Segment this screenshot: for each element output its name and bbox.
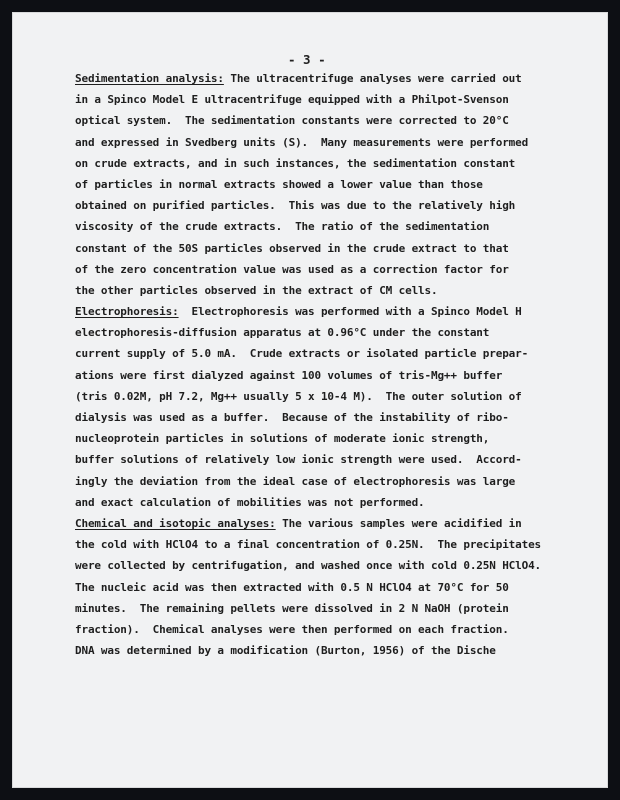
section-heading-sedimentation: Sedimentation analysis: [75,72,224,85]
text-line: minutes. The remaining pellets were dissolved in 2 N NaOH (protein [75,601,509,615]
text-line: electrophoresis-diffusion apparatus at 0.96°C under the constant [75,326,490,340]
text-line: were collected by centrifugation, and washed once with cold 0.25N HClO4. [75,559,542,573]
text-line: ations were first dialyzed against 100 volumes of tris-Mg++ buffer [75,368,503,382]
text-line: Sedimentation analysis: The ultracentrifuge analyses were carried out [75,72,522,85]
text-line: dialysis was used as a buffer. Because of the instability of ribo- [75,411,509,424]
page-number: - 3 - [288,52,326,67]
text-line: in a Spinco Model E ultracentrifuge equipped with a Philpot-Svenson [75,93,509,107]
text-line: nucleoprotein particles in solutions of moderate ionic strength, [75,432,490,446]
section-heading-electrophoresis: Electrophoresis: [75,305,179,319]
text-line: viscosity of the crude extracts. The ratio of the sedimentation [75,220,490,234]
text-line: (tris 0.02M, pH 7.2, Mg++ usually 5 x 10-4 M). The outer solution of [75,389,522,403]
text-line: The nucleic acid was then extracted with 0.5 N HClO4 at 70°C for 50 [75,580,509,594]
document-body [75,68,575,661]
text-line: the cold with HClO4 to a final concentration of 0.25N. The precipitates [75,538,542,552]
text-line: on crude extracts, and in such instances, the sedimentation constant [75,156,516,170]
text-line: and expressed in Svedberg units (S). Many measurements were performed [75,135,529,149]
text-line: and exact calculation of mobilities was not performed. [75,495,425,509]
text-line: of the zero concentration value was used as a correction factor for [75,262,509,276]
text-line: constant of the 50S particles observed in the crude extract to that [75,241,509,255]
text-line: current supply of 5.0 mA. Crude extracts or isolated particle prepar- [75,347,529,361]
text-line: the other particles observed in the extract of CM cells. [75,283,438,297]
text-line: obtained on purified particles. This was due to the relatively high [75,199,516,213]
text-line: buffer solutions of relatively low ionic strength were used. Accord- [75,453,522,467]
text-line: Chemical and isotopic analyses: The various samples were acidified in [75,516,522,530]
text-line: Electrophoresis: Electrophoresis was performed with a Spinco Model H [75,305,522,319]
text-line: optical system. The sedimentation constants were corrected to 20°C [75,114,509,128]
text-line: fraction). Chemical analyses were then performed on each fraction. [75,622,509,636]
section-heading-chemical: Chemical and isotopic analyses: [75,516,276,530]
text-line: of particles in normal extracts showed a lower value than those [75,177,483,191]
text-line: ingly the deviation from the ideal case of electrophoresis was large [75,474,516,488]
text-line: DNA was determined by a modification (Burton, 1956) of the Dische [75,644,496,658]
